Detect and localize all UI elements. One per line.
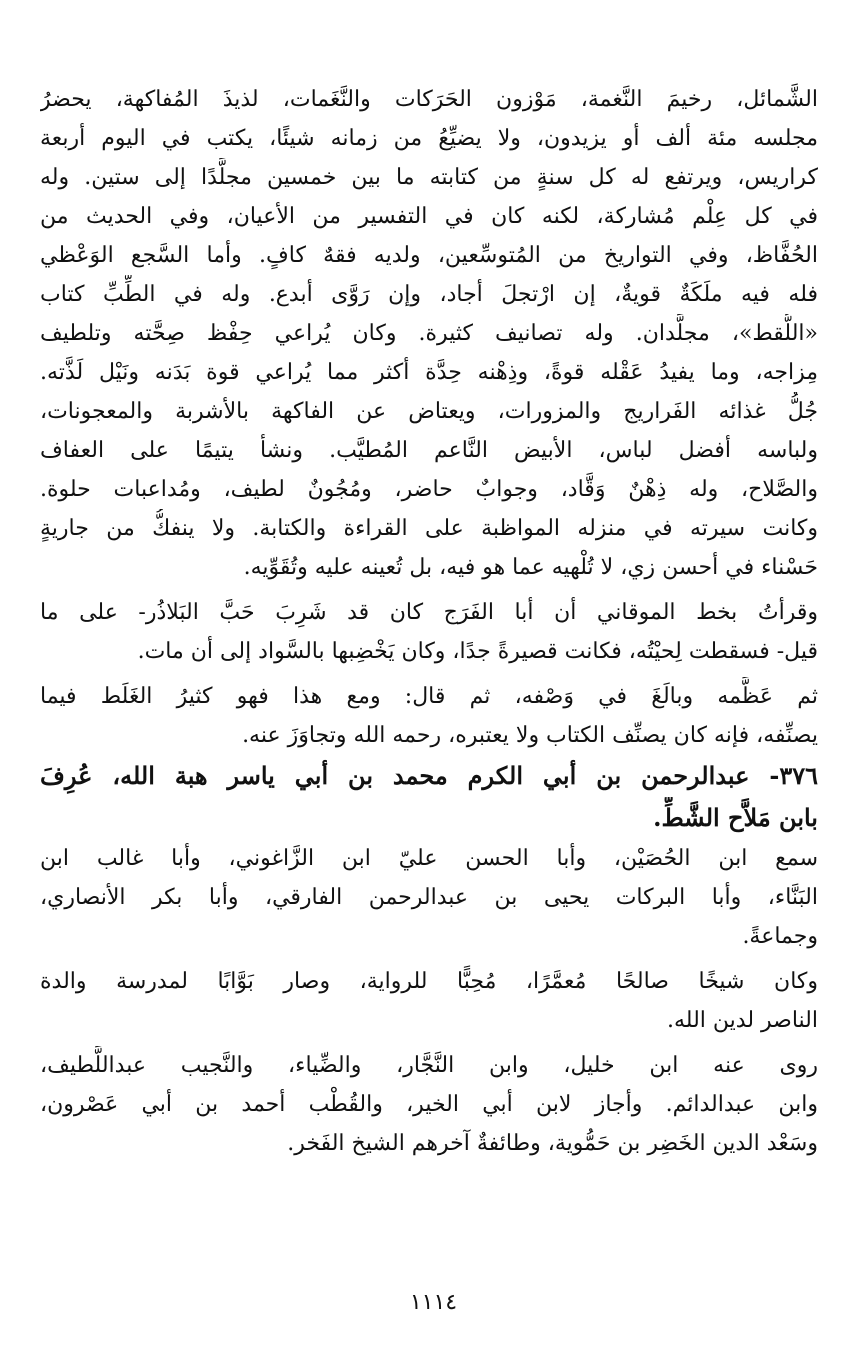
text-line: ثم عَظَّمه وبالَغَ في وَصْفه، ثم قال: ومع هذا فهو كثيرُ الغَلَط فيما bbox=[40, 684, 818, 709]
text-line: والصَّلاح، وله ذِهْنٌ وَقَّاد، وجوابٌ حاضر، ومُجُونٌ لطيف، ومُداعبات حلوة. bbox=[40, 477, 818, 502]
text-line: وكان شيخًا صالحًا مُعمَّرًا، مُحِبًّا للرواية، وصار بَوَّابًا لمدرسة والدة bbox=[40, 969, 818, 994]
text-line: الشَّمائل، رخيمَ النَّغمة، مَوْزون الحَرَكات والنَّغَمات، لذيذَ المُفاكهة، يحضرُ bbox=[40, 87, 818, 112]
text-line: مجلسه مئة ألف أو يزيدون، ولا يضيِّعُ من زمانه شيئًا، يكتب في اليوم أربعة bbox=[40, 126, 818, 151]
text-line: جُلُّ غذائه الفَراريج والمزورات، ويعتاض عن الفاكهة بالأشربة والمعجونات، bbox=[40, 399, 818, 424]
text-line: وسَعْد الدين الخَضِر بن حَمُّوية، وطائفةٌ آخرهم الشيخ الفَخر. bbox=[287, 1131, 818, 1156]
text-line: روى عنه ابن خليل، وابن النَّجَّار، والضِّياء، والنَّجيب عبداللَّطيف، bbox=[40, 1053, 818, 1078]
text-line: الناصر لدين الله. bbox=[667, 1008, 818, 1033]
paragraph-6 bbox=[40, 1046, 818, 1163]
text-line: وابن عبدالدائم. وأجاز لابن أبي الخير، والقُطْب أحمد بن أبي عَصْرون، bbox=[40, 1092, 818, 1117]
paragraph-5 bbox=[40, 962, 818, 1040]
text-line: «اللُّقط»، مجلَّدان. وله تصانيف كثيرة. وكان يُراعي حِفْظ صِحَّته وتلطيف bbox=[40, 321, 818, 346]
entry-heading bbox=[40, 755, 818, 839]
text-line: سمع ابن الحُصَيْن، وأبا الحسن عليّ ابن الزَّاغوني، وأبا غالب ابن bbox=[40, 846, 818, 871]
text-line: وقرأتُ بخط الموقاني أن أبا الفَرَج كان قد شَرِبَ حَبَّ البَلاذُر- على ما bbox=[40, 600, 818, 625]
entry-title-line: ٣٧٦- عبدالرحمن بن أبي الكرم محمد بن أبي ياسر هبة الله، عُرِفَ bbox=[40, 761, 818, 790]
paragraph-4 bbox=[40, 839, 818, 956]
text-line: فله فيه ملَكَةٌ قويةٌ، إن ارْتجلَ أجاد، وإن رَوَّى أبدع. وله في الطِّبِّ كتاب bbox=[40, 282, 818, 307]
text-line: وجماعةً. bbox=[742, 924, 818, 949]
text-line: مِزاجه، وما يفيدُ عَقْله قوةً، وذِهْنه حِدَّة أكثر مما يُراعي قوة بَدَنه ونَيْل لَذَّته. bbox=[40, 360, 818, 385]
paragraph-2 bbox=[40, 593, 818, 671]
text-line: حَسْناء في أحسن زي، لا تُلْهيه عما هو فيه، بل تُعينه عليه وتُقَوِّيه. bbox=[243, 555, 818, 580]
text-line: وكانت سيرته في منزله المواظبة على القراءة والكتابة. ولا ينفكُّ من جاريةٍ bbox=[40, 516, 818, 541]
text-line: يصنِّفه، فإنه كان يصنِّف الكتاب ولا يعتبره، رحمه الله وتجاوَزَ عنه. bbox=[242, 723, 818, 748]
entry-title-line: بابن مَلاَّح الشَّطِّ. bbox=[653, 803, 818, 832]
page-body bbox=[40, 80, 818, 1163]
text-line: الحُفَّاظ، وفي التواريخ من المُتوسِّعين، ولديه فقهٌ كافٍ. وأما السَّجع الوَعْظي bbox=[40, 243, 818, 268]
paragraph-3 bbox=[40, 677, 818, 755]
text-line: البَنَّاء، وأبا البركات يحيى بن عبدالرحمن الفارقي، وأبا بكر الأنصاري، bbox=[40, 885, 818, 910]
text-line: ولباسه أفضل لباس، الأبيض النَّاعم المُطيَّب. ونشأ يتيمًا على العفاف bbox=[40, 438, 818, 463]
paragraph-1 bbox=[40, 80, 818, 587]
text-line: في كل عِلْم مُشاركة، لكنه كان في التفسير من الأعيان، وفي الحديث من bbox=[40, 204, 818, 229]
page-number: ١١١٤ bbox=[409, 1290, 458, 1315]
text-line: قيل- فسقطت لِحيْتُه، فكانت قصيرةً جدًا، وكان يَخْضِبها بالسَّواد إلى أن مات. bbox=[137, 639, 818, 664]
text-line: كراريس، ويرتفع له كل سنةٍ من كتابته ما بين خمسين مجلَّدًا إلى ستين. وله bbox=[40, 165, 818, 190]
